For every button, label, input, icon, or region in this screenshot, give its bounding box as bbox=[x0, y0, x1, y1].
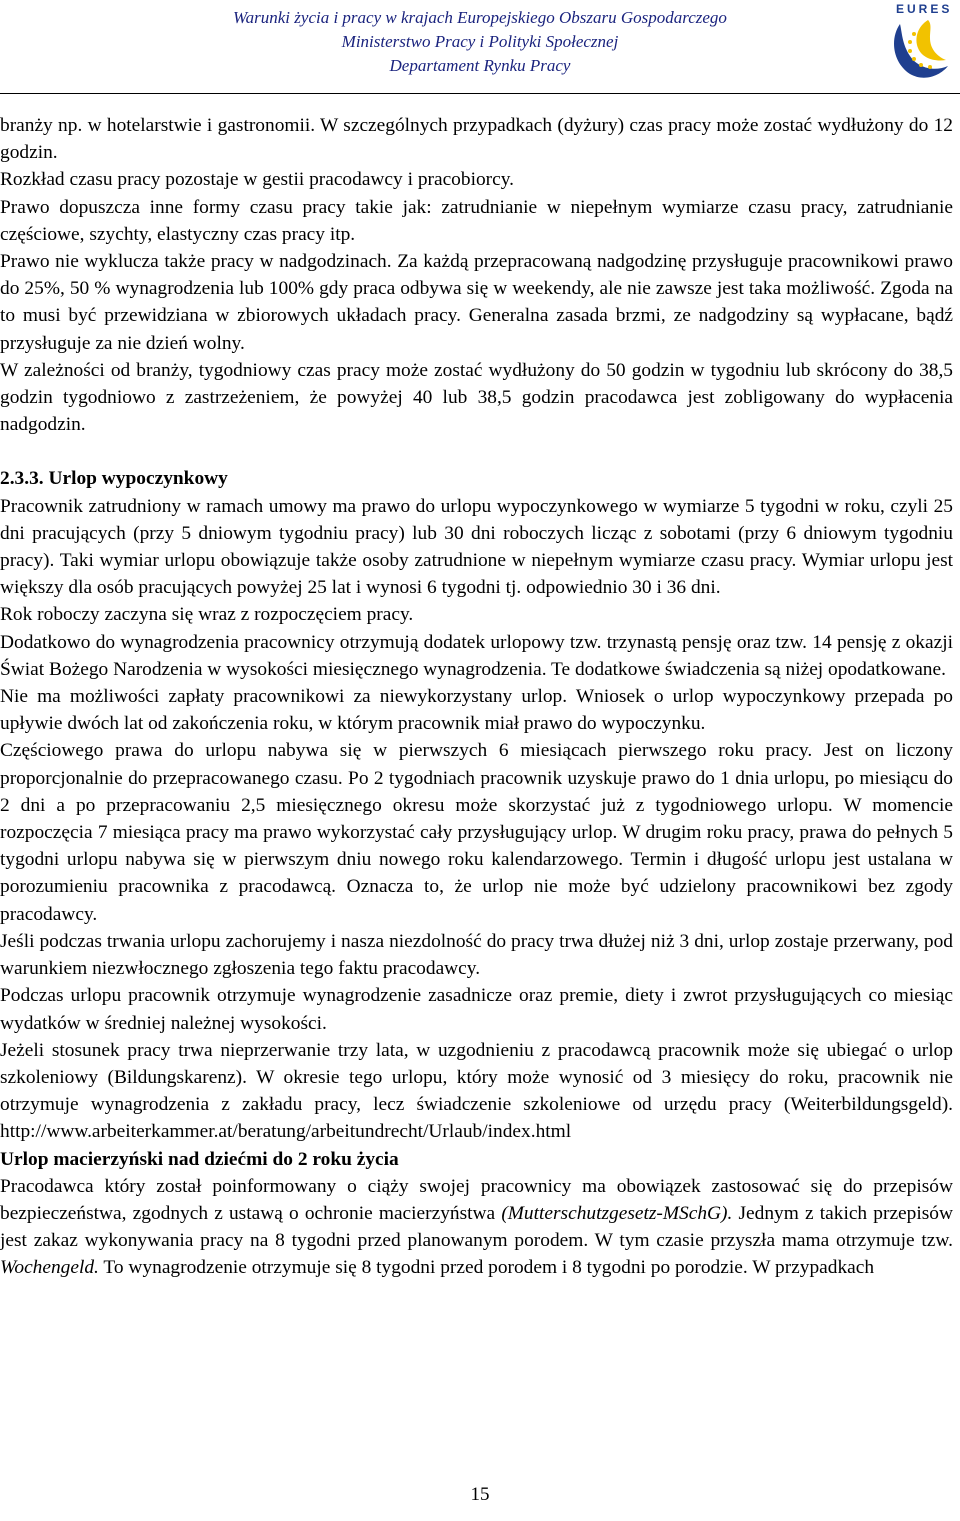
paragraph-text: Pracodawca który został poinformowany o ciąży swojej pracownicy ma obowiązek zastosować się do przepisów bezpieczeństwa, zgodnych z ustawą o ochronie macierzyństwa bbox=[0, 1175, 953, 1224]
law-name: (Mutterschutzgesetz-MSchG). bbox=[501, 1202, 733, 1224]
page-header bbox=[0, 0, 960, 80]
paragraph: Rozkład czasu pracy pozostaje w gestii pracodawcy i pracobiorcy. bbox=[0, 169, 515, 191]
header-text bbox=[0, 6, 960, 78]
paragraph: Częściowego prawa do urlopu nabywa się w pierwszych 6 miesiącach pierwszego roku pracy. Jest on liczony proporcjonalnie do przepracowanego czasu. Po 2 tygodniach pracownik uzyskuje prawo do 1 dnia urlopu, po miesiącu do 2 dni a po przepracowaniu 2,5 miesięcznego okresu może skorzystać już z tygodniowego urlopu. W momencie rozpoczęcia 7 miesiąca pracy ma prawo wykorzystać cały przysługujący urlop. W drugim roku pracy, prawa do pełnych 5 tygodni urlopu nabywa się w pierwszym dniu nowego roku kalendarzowego. Termin i długość urlopu jest ustalana w porozumieniu pracownika z pracodawcą. Oznacza to, że urlop nie może być udzielony pracownikowi bez zgody pracodawcy. bbox=[0, 740, 953, 925]
section-heading: 2.3.3. Urlop wypoczynkowy bbox=[0, 468, 228, 490]
header-line-1: Warunki życia i pracy w krajach Europejskiego Obszaru Gospodarczego bbox=[233, 8, 727, 27]
paragraph: Jeżeli stosunek pracy trwa nieprzerwanie trzy lata, w uzgodnieniu z pracodawcą pracownik może się ubiegać o urlop szkoleniowy (Bildungskarenz). W okresie tego urlopu, który może wynosić od 3 miesięcy do roku, pracownik nie otrzymuje wynagrodzenia z zakładu pracy, lecz świadczenie szkoleniowe od urzędu pracy (Weiterbildungsgeld). bbox=[0, 1039, 953, 1116]
eures-logo-text: EURES bbox=[896, 2, 953, 16]
header-line-3: Departament Rynku Pracy bbox=[389, 56, 571, 75]
paragraph: Prawo nie wyklucza także pracy w nadgodzinach. Za każdą przepracowaną nadgodzinę przysługuje pracownikowi prawo do 25%, 50 % wynagrodzenia lub 100% gdy praca odbywa się w weekendy, ale nie zawsze jest taka możliwość. Zgoda na to musi być przewidziana w zbiorowych układach pracy. Generalna zasada brzmi, ze nadgodziny są wypłacane, bądź przysługuje za nie dzień wolny. bbox=[0, 251, 953, 354]
paragraph-text: To wynagrodzenie otrzymuje się 8 tygodni przed porodem i 8 tygodni po porodzie. W przypadkach bbox=[98, 1257, 875, 1279]
paragraph: Prawo dopuszcza inne formy czasu pracy takie jak: zatrudnianie w niepełnym wymiarze czasu pracy, zatrudnianie częściowe, szychty, elastyczny czas pracy itp. bbox=[0, 196, 953, 245]
reference-link[interactable]: http://www.arbeiterkammer.at/beratung/arbeitundrecht/Urlaub/index.html bbox=[0, 1121, 572, 1143]
paragraph: branży np. w hotelarstwie i gastronomii. W szczególnych przypadkach (dyżury) czas pracy może zostać wydłużony do 12 godzin. bbox=[0, 115, 953, 164]
header-divider bbox=[0, 93, 960, 94]
document-body bbox=[0, 112, 953, 1282]
paragraph: Nie ma możliwości zapłaty pracownikowi za niewykorzystany urlop. Wniosek o urlop wypoczynkowy przepada po upływie dwóch lat od zakończenia roku, w którym pracownik miał prawo do wypoczynku. bbox=[0, 686, 953, 735]
section-heading: Urlop macierzyński nad dziećmi do 2 roku życia bbox=[0, 1148, 399, 1170]
paragraph-text: Jednym z takich przepisów jest zakaz wykonywania pracy na 8 tygodni przed planowanym porodem. W tym czasie przyszła mama otrzymuje tzw. bbox=[0, 1202, 953, 1252]
paragraph bbox=[0, 1173, 953, 1282]
page-number: 15 bbox=[470, 1484, 490, 1505]
eures-logo bbox=[888, 2, 958, 82]
eures-emblem-icon bbox=[888, 16, 954, 80]
term-name: Wochengeld. bbox=[0, 1257, 99, 1279]
spacer bbox=[0, 438, 953, 465]
paragraph: Rok roboczy zaczyna się wraz z rozpoczęciem pracy. bbox=[0, 604, 414, 626]
paragraph: Jeśli podczas trwania urlopu zachorujemy i nasza niezdolność do pracy trwa dłużej niż 3 dni, urlop zostaje przerwany, pod warunkiem niezwłocznego zgłoszenia tego faktu pracodawcy. bbox=[0, 930, 953, 980]
paragraph: W zależności od branży, tygodniowy czas pracy może zostać wydłużony do 50 godzin w tygodniu lub skrócony do 38,5 godzin tygodniowo z zastrzeżeniem, że powyżej 40 lub 38,5 godzin pracodawca jest zobligowany do wypłacenia nadgodzin. bbox=[0, 359, 953, 436]
header-line-2: Ministerstwo Pracy i Polityki Społecznej bbox=[341, 32, 619, 51]
paragraph: Dodatkowo do wynagrodzenia pracownicy otrzymują dodatek urlopowy tzw. trzynastą pensję oraz tzw. 14 pensję z okazji Świat Bożego Narodzenia w wysokości miesięcznego wynagrodzenia. Te dodatkowe świadczenia są niżej opodatkowane. bbox=[0, 631, 953, 680]
paragraph: Pracownik zatrudniony w ramach umowy ma prawo do urlopu wypoczynkowego w wymiarze 5 tygodni w roku, czyli 25 dni pracujących (przy 5 dniowym tygodniu pracy) lub 30 dni roboczych licząc z sobotami (przy 6 dniowym tygodniu pracy). Taki wymiar urlopu obowiązuje także osoby zatrudnione w niepełnym wymiarze czasu pracy. Wymiar urlopu jest większy dla osób pracujących powyżej 25 lat i wynosi 6 tygodni tj. odpowiednio 30 i 36 dni. bbox=[0, 495, 953, 599]
paragraph: Podczas urlopu pracownik otrzymuje wynagrodzenie zasadnicze oraz premie, diety i zwrot przysługujących co miesiąc wydatków w średniej należnej wysokości. bbox=[0, 985, 953, 1034]
